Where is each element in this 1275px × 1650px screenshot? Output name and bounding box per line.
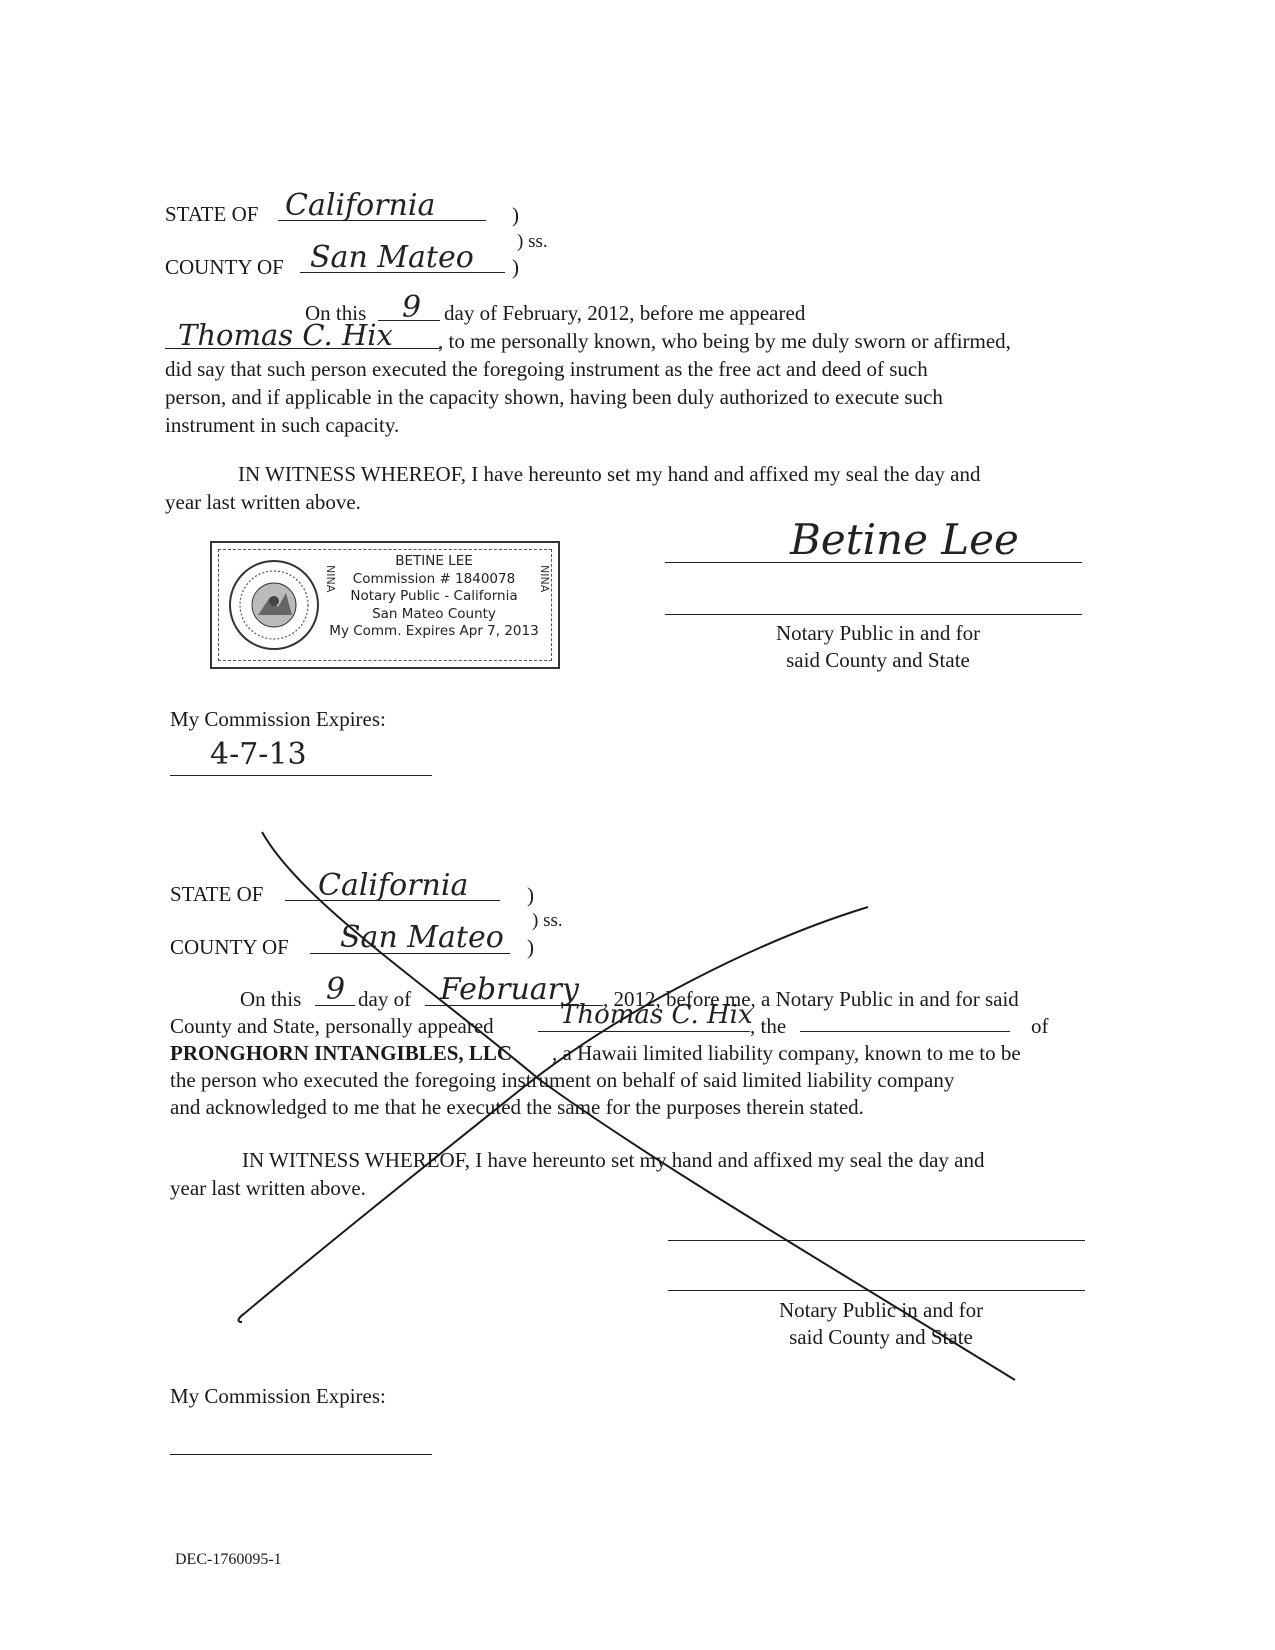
day-handwritten: 9 bbox=[402, 290, 422, 325]
county-handwritten: San Mateo bbox=[340, 920, 504, 955]
day-handwritten: 9 bbox=[326, 972, 346, 1007]
stamp-line: BETINE LEE bbox=[395, 553, 473, 569]
county-label: COUNTY OF bbox=[165, 255, 284, 279]
notary-label-line: Notary Public in and for bbox=[778, 1298, 984, 1322]
stamp-line: Commission # 1840078 bbox=[352, 570, 516, 587]
commission-label: My Commission Expires: bbox=[170, 707, 386, 731]
paren: ) bbox=[527, 935, 534, 959]
ack-text: , the bbox=[750, 1014, 787, 1038]
county-handwritten: San Mateo bbox=[310, 240, 474, 275]
ack-text: , 2012, before me, a Notary Public in and for said bbox=[603, 987, 1019, 1011]
ack-text: of bbox=[1031, 1014, 1049, 1038]
company-name: PRONGHORN INTANGIBLES, LLC bbox=[170, 1041, 513, 1065]
stamp-line: My Comm. Expires Apr 7, 2013 bbox=[329, 623, 539, 639]
ack-text: person, and if applicable in the capacity shown, having been duly authorized to execute such bbox=[165, 385, 943, 409]
witness-text: IN WITNESS WHEREOF, I have hereunto set my hand and affixed my seal the day and bbox=[242, 1148, 985, 1172]
stamp-side-mark: NINA bbox=[538, 565, 551, 593]
notary-label-line: Notary Public in and for bbox=[775, 621, 981, 645]
notary-label-line: said County and State bbox=[789, 1325, 973, 1349]
witness-text: year last written above. bbox=[165, 490, 361, 514]
ack-text: County and State, personally appeared bbox=[170, 1014, 494, 1038]
ack-text: instrument in such capacity. bbox=[165, 413, 400, 437]
witness-text: year last written above. bbox=[170, 1176, 366, 1200]
document-id: DEC-1760095-1 bbox=[175, 1551, 282, 1568]
paren: ) bbox=[527, 883, 534, 907]
state-handwritten: California bbox=[285, 188, 436, 223]
notary-label-line: said County and State bbox=[786, 648, 970, 672]
commission-label: My Commission Expires: bbox=[170, 1384, 386, 1408]
stamp-side-mark: NINA bbox=[324, 565, 337, 593]
county-label: COUNTY OF bbox=[170, 935, 289, 959]
commission-handwritten: 4-7-13 bbox=[210, 737, 307, 772]
ack-text: , a Hawaii limited liability company, known to me to be bbox=[552, 1041, 1021, 1065]
state-label: STATE OF bbox=[170, 882, 264, 906]
ss-label: ) ss. bbox=[532, 910, 563, 931]
notary-signature: Betine Lee bbox=[790, 515, 1019, 564]
ack-text: day of bbox=[358, 987, 412, 1011]
ss-label: ) ss. bbox=[517, 231, 548, 252]
ack-text: the person who executed the foregoing instrument on behalf of said limited liability company bbox=[170, 1068, 955, 1092]
paren: ) bbox=[512, 255, 519, 279]
ack-text: On this bbox=[305, 301, 367, 325]
name-handwritten: Thomas C. Hix bbox=[560, 1000, 753, 1030]
witness-text: IN WITNESS WHEREOF, I have hereunto set my hand and affixed my seal the day and bbox=[238, 462, 981, 486]
month-handwritten: February bbox=[440, 972, 579, 1007]
state-handwritten: California bbox=[318, 868, 469, 903]
ack-text: day of February, 2012, before me appeared bbox=[444, 301, 806, 325]
stamp-line: Notary Public - California bbox=[350, 588, 518, 604]
name-handwritten: Thomas C. Hix bbox=[178, 318, 393, 352]
stamp-line: San Mateo County bbox=[372, 605, 496, 622]
state-label: STATE OF bbox=[165, 202, 259, 226]
paren: ) bbox=[512, 203, 519, 227]
ack-text: , to me personally known, who being by me duly sworn or affirmed, bbox=[438, 329, 1011, 353]
ack-text: and acknowledged to me that he executed the same for the purposes therein stated. bbox=[170, 1095, 864, 1119]
ack-text: On this bbox=[240, 987, 302, 1011]
ack-text: did say that such person executed the foregoing instrument as the free act and deed of such bbox=[165, 357, 928, 381]
